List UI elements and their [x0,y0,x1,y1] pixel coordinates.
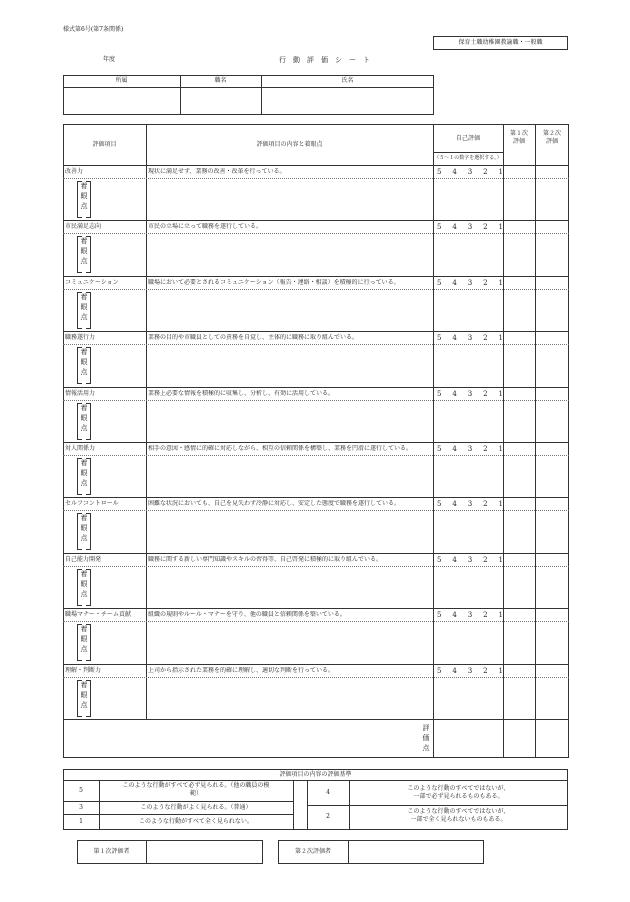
second-eval-score-field[interactable] [536,221,568,233]
scale-option[interactable]: 2 [483,223,488,231]
first-eval-score-field[interactable] [504,221,534,233]
second-eval-score-field[interactable] [536,277,568,289]
scale-option[interactable]: 2 [483,556,488,564]
scale-option[interactable]: 4 [452,611,457,619]
criteria-text-1: このような行動がすべて全く見られない。 [139,818,253,825]
viewpoint-label: 着 眼 点 [77,181,91,218]
first-eval-score-field[interactable] [504,498,534,510]
self-instruction: （５～１の数字を選択する。） [434,155,502,161]
self-eval-scale[interactable] [437,667,503,675]
row-content-text: 困難な状況においても、自己を見失わず冷静に対応し、安定した態度で職務を遂行している。 [148,500,401,507]
self-eval-scale[interactable] [437,611,503,619]
self-eval-scale[interactable] [437,556,503,564]
criteria-score-1: 1 [79,818,83,825]
self-eval-scale[interactable] [437,279,503,287]
scale-option[interactable]: 4 [452,334,457,342]
scale-option[interactable]: 5 [437,556,442,564]
col-first-eval: 第１次 評価 [509,130,528,145]
scale-option[interactable]: 2 [483,334,488,342]
viewpoint-label: 着 眼 点 [77,513,91,550]
second-eval-score-field[interactable] [536,554,568,566]
scale-option[interactable]: 1 [498,611,503,619]
row-item-label: 市民満足志向 [65,223,102,230]
self-eval-scale[interactable] [437,390,503,398]
scale-option[interactable]: 4 [452,390,457,398]
scale-option[interactable]: 4 [452,223,457,231]
row-content-text: 上司から指示された業務を的確に理解し、適切な判断を行っている。 [148,667,335,674]
criteria-title: 評価項目の内容の評価基準 [279,771,352,778]
first-eval-score-field[interactable] [504,443,534,455]
scale-option[interactable]: 1 [498,500,503,508]
viewpoint-label: 着 眼 点 [77,624,91,661]
sheet-title: 行 動 評 価 シ ー ト [279,56,370,64]
score-label: 評 価 点 [422,724,430,752]
viewpoint-label: 着 眼 点 [77,236,91,273]
scale-option[interactable]: 4 [452,279,457,287]
criteria-text-2: このような行動のすべてではないが、 一部で全く見られないものもある。 [407,808,510,823]
second-eval-score-field[interactable] [536,332,568,344]
first-eval-score-field[interactable] [504,554,534,566]
scale-option[interactable]: 5 [437,168,442,176]
self-eval-scale[interactable] [437,500,503,508]
col-content: 評価項目の内容と着眼点 [256,141,323,148]
viewpoint-label: 着 眼 点 [77,569,91,606]
first-eval-score-field[interactable] [504,166,534,178]
row-content-text: 市民の立場に立って職務を遂行している。 [148,223,263,230]
scale-option[interactable]: 5 [437,390,442,398]
row-item-label: 職務遂行力 [65,334,96,341]
first-eval-score-field[interactable] [504,332,534,344]
row-content-text: 組織の規則やルール・マナーを守り、他の職員と信頼関係を築いている。 [148,611,346,618]
row-item-label: 理解・判断力 [65,667,102,674]
viewpoint-notes-field[interactable] [147,345,432,385]
row-content-text: 現状に満足せず、業務の改善・改革を行っている。 [148,168,286,175]
form-number: 様式第6号(第7条関係) [63,26,124,33]
second-eval-score-field[interactable] [536,443,568,455]
scale-option[interactable]: 5 [437,223,442,231]
scale-option[interactable]: 3 [467,279,473,287]
scale-option[interactable]: 4 [452,556,457,564]
criteria-text-4: このような行動のすべてではないが、 一部で必ず見られるものもある。 [407,785,510,800]
first-eval-score-field[interactable] [504,665,534,677]
second-eval-score-field[interactable] [536,609,568,621]
scale-option[interactable]: 2 [483,500,488,508]
first-evaluator-label: 第１次評価者 [93,848,130,855]
viewpoint-notes-field[interactable] [147,622,432,662]
row-item-label: 対人関係力 [65,445,96,452]
viewpoint-notes-field[interactable] [147,401,432,441]
scale-option[interactable]: 5 [437,279,442,287]
scale-option[interactable]: 2 [483,390,488,398]
row-item-label: コミュニケーション [65,279,119,286]
scale-option[interactable]: 4 [452,667,457,675]
title-field[interactable] [181,88,260,114]
scale-option[interactable]: 5 [437,667,442,675]
scale-option[interactable]: 3 [467,611,473,619]
self-eval-scale[interactable] [437,445,503,453]
category-label: 保育士職幼稚園教諭職・一般職 [433,36,568,50]
scale-option[interactable]: 1 [498,667,503,675]
col-name: 氏名 [341,77,354,84]
row-content-text: 相手の意図・感情に的確に対応しながら、相互の信頼関係を構築し、業務を円滑に遂行している。 [148,445,413,452]
row-item-label: 自己能力開発 [65,556,102,563]
self-eval-scale[interactable] [437,223,503,231]
criteria-score-2: 2 [326,813,330,820]
criteria-text-3: このような行動がよく見られる。（普通） [140,804,252,811]
second-eval-score-field[interactable] [536,498,568,510]
name-field[interactable] [262,88,433,114]
dept-field[interactable] [64,88,179,114]
col-item: 評価項目 [92,141,117,148]
viewpoint-notes-field[interactable] [147,290,432,330]
scale-option[interactable]: 2 [483,279,488,287]
viewpoint-notes-field[interactable] [147,567,432,607]
viewpoint-label: 着 眼 点 [77,292,91,329]
self-eval-scale[interactable] [437,168,503,176]
scale-option[interactable]: 3 [467,667,473,675]
scale-option[interactable]: 1 [498,279,503,287]
second-eval-score-field[interactable] [536,388,568,400]
scale-option[interactable]: 3 [467,500,473,508]
scale-option[interactable]: 1 [498,390,503,398]
scale-option[interactable]: 4 [452,500,457,508]
viewpoint-notes-field[interactable] [147,678,432,718]
viewpoint-notes-field[interactable] [147,179,432,219]
second-eval-score-field[interactable] [536,665,568,677]
scale-option[interactable]: 3 [467,334,473,342]
year-label: 年度 [103,56,116,63]
scale-option[interactable]: 5 [437,334,442,342]
scale-option[interactable]: 5 [437,611,442,619]
scale-option[interactable]: 3 [467,556,473,564]
scale-option[interactable]: 2 [483,611,488,619]
row-content-text: 業務の目的や市職員としての責務を自覚し、主体的に職務に取り組んでいる。 [148,334,359,341]
scale-option[interactable]: 3 [467,168,473,176]
scale-option[interactable]: 5 [437,500,442,508]
row-content-text: 業務上必要な情報を積極的に収集し、分析し、有効に活用している。 [148,390,335,397]
criteria-score-3: 3 [79,804,83,811]
col-second-eval: 第２次 評価 [542,130,561,145]
first-eval-score-field[interactable] [504,609,534,621]
viewpoint-notes-field[interactable] [147,456,432,496]
row-item-label: 改善力 [65,168,84,175]
scale-option[interactable]: 2 [483,445,488,453]
row-content-text: 職務に関する新しい専門知識やスキルの習得等、自己啓発に積極的に取り組んでいる。 [148,556,382,563]
col-self: 自己評価 [455,135,480,142]
row-content-text: 職場において必要とされるコミュニケーション（報告・連絡・相談）を積極的に行っている。 [148,279,400,286]
row-item-label: 情報活用力 [65,390,96,397]
scale-option[interactable]: 3 [467,223,473,231]
criteria-score-5: 5 [79,787,83,794]
col-dept: 所属 [115,77,128,84]
second-eval-score-field[interactable] [536,166,568,178]
scale-option[interactable]: 2 [483,667,488,675]
first-evaluator-field[interactable] [147,841,262,863]
viewpoint-notes-field[interactable] [147,234,432,274]
scale-option[interactable]: 1 [498,445,503,453]
scale-option[interactable]: 3 [467,390,473,398]
first-eval-score-field[interactable] [504,277,534,289]
row-item-label: 職場マナー・チーム貢献 [65,611,132,618]
scale-option[interactable]: 2 [483,168,488,176]
viewpoint-label: 着 眼 点 [77,403,91,440]
viewpoint-label: 着 眼 点 [77,347,91,384]
second-evaluator-label: 第２次評価者 [294,848,331,855]
scale-option[interactable]: 5 [437,445,442,453]
scale-option[interactable]: 1 [498,168,503,176]
scale-option[interactable]: 3 [467,445,473,453]
scale-option[interactable]: 1 [498,223,503,231]
criteria-score-4: 4 [326,789,330,796]
scale-option[interactable]: 4 [452,168,457,176]
scale-option[interactable]: 1 [498,334,503,342]
self-eval-scale[interactable] [437,334,503,342]
viewpoint-notes-field[interactable] [147,511,432,551]
first-eval-score-field[interactable] [504,388,534,400]
scale-option[interactable]: 1 [498,556,503,564]
viewpoint-label: 着 眼 点 [77,458,91,495]
viewpoint-label: 着 眼 点 [77,680,91,717]
col-title: 職名 [214,77,227,84]
criteria-text-5: このような行動がすべて必ず見られる。（他の職員の模 範） [122,782,270,797]
second-evaluator-field[interactable] [349,841,483,863]
scale-option[interactable]: 4 [452,445,457,453]
row-item-label: セルフコントロール [65,500,119,507]
